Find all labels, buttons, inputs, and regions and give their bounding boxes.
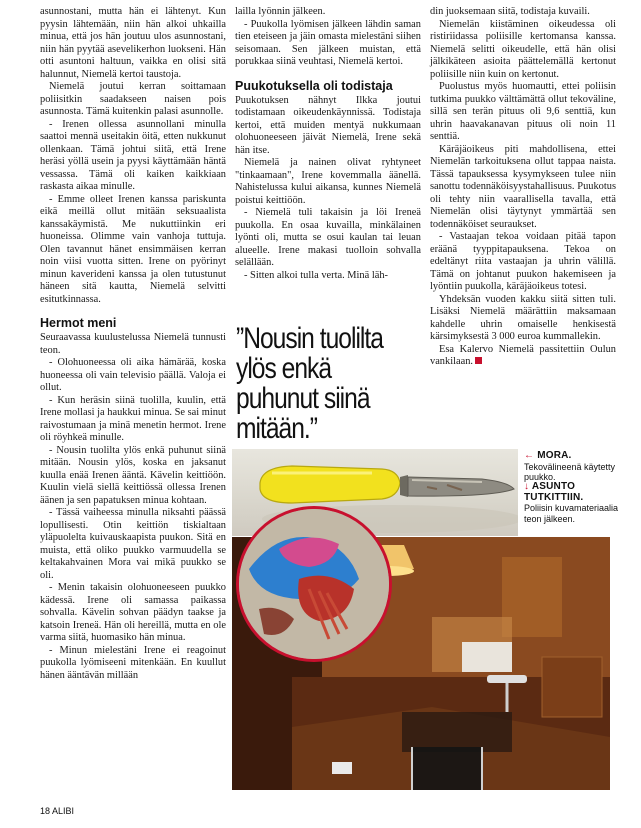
arrow-left-icon: ← bbox=[524, 450, 535, 461]
caption-mora bbox=[524, 451, 624, 483]
paragraph: lailla lyönnin jälkeen. bbox=[235, 6, 326, 17]
paragraph: Niemelän kiistäminen oikeudessa oli ristiriidassa poliisille kertomansa kanssa. Niemelä selitti oikeudelle, että hän olisi jälkikäteen asioita päättelemällä kertonut poliisille niin kuin on kertonut. bbox=[430, 18, 616, 80]
closing-text: Esa Kalervo Niemelä passitettiin Oulun vankilaan. bbox=[430, 343, 616, 367]
paragraph: - Sitten alkoi tulla verta. Minä läh- bbox=[244, 269, 388, 281]
paragraph: - Niemelä tuli takaisin ja löi Ireneä puukolla. En osaa kuvailla, minkälainen lyönti oli, mutta se osui kaulan tai leuan alueelle. Irene makasi tuolloin sohvalla selällään. bbox=[235, 207, 421, 268]
column-1 bbox=[40, 6, 226, 682]
paragraph: din juoksemaan siitä, todistaja kuvaili. bbox=[430, 6, 590, 17]
paragraph: - Olohuoneessa oli aika hämärää, koska huoneessa oli vain televisio päällä. Valoja ei ollut. bbox=[40, 357, 226, 393]
paragraph: Puukotuksen nähnyt Ilkka joutui todistamaan oikeudenkäynnissä. Todistaja kertoi, että muiden mentyä nukkumaan olohuoneeseen jäivät Niemelä, Irene sekä hän itse. bbox=[235, 94, 421, 156]
inset-illustration bbox=[239, 509, 389, 659]
paragraph bbox=[430, 344, 616, 369]
paragraph: - Emme olleet Irenen kanssa pariskunta eikä meillä ollut mitään seksuaalista kanssakäymistä. Me nukuttiinkin eri huoneissa. Olimme vain vanhoja tuttuja. Olen tavannut hänet ensimmäisen kerran noin viisi vuotta sitten. Irene on pyörinyt minun kaverideni kanssa ja olen tutustunut häneen sitä kautta, Niemelä selvitti esitutkinnassa. bbox=[40, 193, 226, 305]
paragraph: - Puukolla lyömisen jälkeen lähdin saman tien eteiseen ja jäin omasta mielestäni siihen seisomaan. Sen jälkeen muistan, että porukkaa siinä veuhtasi, Niemelä kertoi. bbox=[235, 18, 421, 67]
paragraph: Seuraavassa kuulustelussa Niemelä tunnusti teon. bbox=[40, 332, 226, 356]
paragraph: - Irenen ollessa asunnollani minulla saattoi mennä useitakin öitä, etten nukkunut ollenkaan. Tämä johtui siitä, että Irene heräsi yöllä usein ja pyysi käyttämään häntä vessassa. Tämä oli kaiken kaikkiaan raskasta aikaa minulle. bbox=[40, 118, 226, 192]
paragraph: - Tässä vaiheessa minulla niksahti päässä lopullisesti. Otin keittiön tiskialtaan yläpuolelta kuivauskaapista puukon. Sitä en muista, että oliko puukko varmuudella se keltakahvainen Mora vai mikä puukko se oli. bbox=[40, 507, 226, 581]
paragraph: Käräjäoikeus piti mahdollisena, ettei Niemelän tarkoituksena ollut tappaa naista. Tässä tapauksessa kysymykseen tulee niin sanottu todennäköisyystahallisuus. Puukotus oli tehty niin vaarallisella tavalla, että Niemelän olisi täytynyt ymmärtää sen todennäköiset seuraukset. bbox=[430, 143, 616, 230]
paragraph: - Menin takaisin olohuoneeseen puukko kädessä. Irene oli samassa paikassa sohvalla. Kävelin sohvan päädyn taakse ja katsoin Ireneä. Hän oli hereillä, mutta en ole varma siitä, huomasiko hän minua. bbox=[40, 582, 226, 643]
paragraph: - Kun heräsin siinä tuolilla, kuulin, että Irene mollasi ja haukkui minua. Se sai minut raivostumaan ja minä menetin hermot. Irene oli röyhkeä minulle. bbox=[40, 394, 226, 443]
paragraph: - Nousin tuolilta ylös enkä puhunut siinä mitään. Nousin ylös, koska en jaksanut kuulla enää Irenen ääntä. Kävelin keittiöön. Kuulin vielä siellä keittiössä ollessa Irenen äänen ja sen papatuksen minua kohtaan. bbox=[40, 444, 226, 506]
blood-stained-sofa-photo bbox=[236, 506, 392, 662]
arrow-down-icon: ↓ bbox=[524, 481, 530, 492]
column-3 bbox=[430, 6, 616, 369]
end-mark bbox=[475, 357, 482, 364]
paragraph: Niemelä ja nainen olivat ryhtyneet "tinkaamaan", Irene kovemmalla äänellä. Nahistelussa kului aikansa, kunnes Niemelä poistui keittiöön. bbox=[235, 157, 421, 206]
page-folio: 18 ALIBI bbox=[40, 806, 75, 816]
paragraph: asunnostani, mutta hän ei lähtenyt. Kun pyysin lähtemään, niin hän alkoi uhkailla minua, että jos hän joutuu ulos asunnostani, niin hän pyytää asevelikerhon luokseni. Hän otti asuntoni haltuun, vaikka en olisi sitä halunnut, Niemelä kertoi taustoja. bbox=[40, 6, 226, 80]
caption-text: Tekovälineenä käytetty puukko. bbox=[524, 461, 616, 482]
paragraph: - Minun mielestäni Irene ei reagoinut puukolla lyömiseeni mitenkään. En kuullut hänen ääntävän millään bbox=[40, 644, 226, 681]
subheading-todistaja: Puukotuksella oli todistaja bbox=[235, 78, 393, 93]
caption-text: Poliisin kuvamateriaalia teon jälkeen. bbox=[524, 503, 619, 524]
subheading-hermot-meni: Hermot meni bbox=[40, 316, 117, 330]
paragraph: Niemelä joutui kerran soittamaan poliisitkin saadakseen naisen pois asunnosta. Tämä kuitenkin palasi asunnolle. bbox=[40, 81, 226, 117]
paragraph: - Vastaajan tekoa voidaan pitää tapon eräänä tyyppitapauksena. Tekoa on edeltänyt riita vastaajan ja uhrin välillä. Tämä on johtanut puukon hakemiseen ja lyöntiin puukolla, käräjäoikeus totesi. bbox=[430, 231, 616, 292]
paragraph: Yhdeksän vuoden kakku siitä sitten tuli. Lisäksi Niemelä määrättiin maksamaan kahdelle uhrin omaiselle henkisestä kärsimyksestä 3 000 euroa kummallekin. bbox=[430, 293, 616, 342]
caption-title: ASUNTO TUTKITTIIN. bbox=[524, 481, 584, 503]
caption-asunto bbox=[524, 482, 624, 524]
caption-title: MORA. bbox=[537, 450, 572, 461]
paragraph: Puolustus myös huomautti, ettei poliisin tutkima puukko välttämättä ollut tekoväline, sillä sen terän pituus oli 9,6 senttiä, kun uhrin haavakanavan pituus oli noin 11 senttiä. bbox=[430, 81, 616, 142]
pull-quote: ”Nousin tuolilta ylös enkä puhunut siinä mitään.” bbox=[236, 322, 383, 445]
column-2 bbox=[235, 6, 421, 282]
